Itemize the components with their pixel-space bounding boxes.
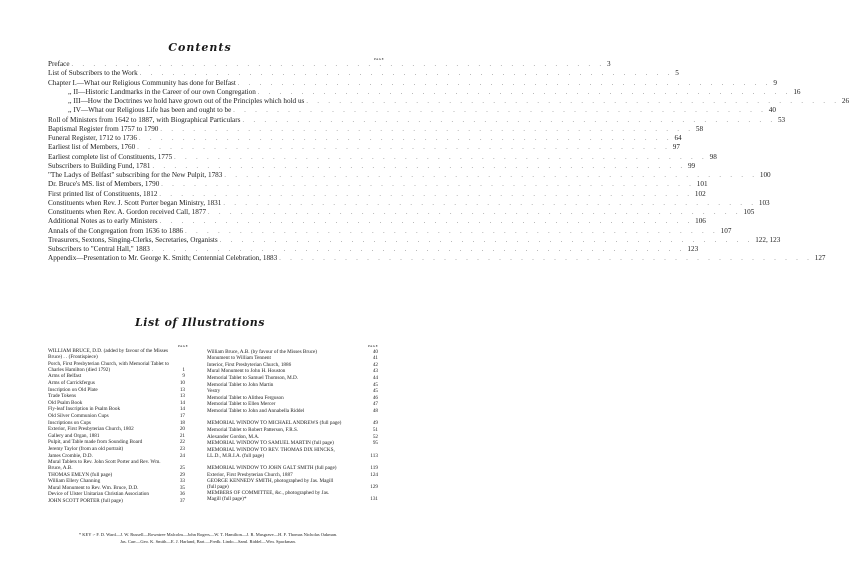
illustration-page: 40 <box>372 348 378 355</box>
illustration-page: 20 <box>179 426 185 433</box>
dot-leader: . . . . . . . . . . . . . . . . . . . . . . . . . . . . . . . . . . . . . . . . . . . . . . . . . <box>223 200 757 207</box>
contents-entry <box>48 198 770 208</box>
illustration-page: 52 <box>372 433 378 440</box>
contents-entry <box>48 235 781 245</box>
contents-entry-title: First printed list of Constituents, 1812 <box>48 189 158 198</box>
dot-leader: . . . . . . . . . . . . . . . . . . . . . . . . . . . . . . . . . . . . . . . . . . . . . . . . . <box>233 108 767 115</box>
illustration-title: THOMAS EMLYN (full page) <box>48 471 113 478</box>
illustration-title: Inscription on Old Plate <box>48 386 98 393</box>
dot-leader: . . . . . . . . . . . . . . . . . . . . . . . . . . . . . . . . . . . . . . . . . . . . . . . . . <box>208 210 742 216</box>
contents-entry-page: 105 <box>743 208 755 216</box>
illustration-page: 1 <box>182 366 185 373</box>
illustration-title: Old Silver Communion Cups <box>48 412 109 419</box>
contents-entry-page: 98 <box>709 152 717 161</box>
illustration-title: MEMORIAL WINDOW TO SAMUEL MARTIN (full page) <box>207 440 334 447</box>
contents-entry-page: 127 <box>814 254 826 263</box>
contents-entry-page: 122, 123 <box>755 235 781 244</box>
contents-entry-title: Constituents when Rev. J. Scott Porter began Ministry, 1831 <box>48 198 222 207</box>
dot-leader: . . . . . . . . . . . . . . . . . . . . . . . . . . . . . . . . . . . . . . . . . . . . . . . . . <box>279 256 813 263</box>
contents-entry-title: Baptismal Register from 1757 to 1790 <box>48 124 159 133</box>
illustration-title: Memorial Tablet to John Martin <box>207 381 274 388</box>
illustration-title: Memorial Tablet to Robert Patterson, F.R.S. <box>207 426 299 433</box>
contents-entry-title: Treasurers, Sextons, Singing-Clerks, Secretaries, Organists <box>48 235 218 244</box>
illustration-title: Memorial Tablet to Samuel Thomson, M.D. <box>207 375 299 382</box>
contents-entry-title: ,, IV—What our Religious Life has been and ought to be <box>68 106 232 115</box>
illustration-page: 119 <box>370 464 378 471</box>
illustration-title: Mural Tablets to Rev. John Scott Porter and Rev. Wm. Bruce, A.B. <box>48 458 161 471</box>
contents-entry-page: 101 <box>696 180 708 189</box>
contents-page-label: PAGE <box>374 57 385 61</box>
contents-entry-page: 103 <box>758 198 770 207</box>
contents-entry <box>48 161 696 171</box>
contents-entry-page: 5 <box>675 69 679 78</box>
footnote-line: Jas. Carr—Geo. K. Smith—E. J. Harland, Bart.—Fredk. Lindo—Saml. Riddel—Wm. Spackman. <box>120 538 296 544</box>
contents-entry <box>48 143 680 152</box>
illustration-title: Vestry <box>207 388 221 395</box>
dot-leader: . . . . . . . . . . . . . . . . . . . . . . . . . . . . . . . . . . . . . . . . . . . . . . . . . <box>237 80 772 87</box>
illustration-entry <box>48 498 185 505</box>
illustration-title: Monument to William Tennent <box>207 355 271 362</box>
contents-entry <box>48 97 849 106</box>
dot-leader: . . . . . . . . . . . . . . . . . . . . . . . . . . . . . . . . . . . . . . . . . . . . . . . . . <box>159 219 694 226</box>
contents-entry <box>48 254 826 263</box>
contents-entry-page: 107 <box>720 226 732 235</box>
illustration-title: Old Psalm Book <box>48 399 83 406</box>
illustration-title: Arms of Belfast <box>48 373 82 380</box>
illustration-page: 22 <box>179 439 185 446</box>
contents-entry <box>48 171 771 180</box>
dot-leader: . . . . . . . . . . . . . . . . . . . . . . . . . . . . . . . . . . . . . . . . . . . . . . . . . <box>161 182 695 189</box>
illustration-page: 23 <box>179 445 185 452</box>
contents-entry-title: Earliest list of Members, 1760 <box>48 143 136 152</box>
illustration-title: JOHN SCOTT PORTER (full page) <box>48 497 123 504</box>
dot-leader: . . . . . . . . . . . . . . . . . . . . . . . . . . . . . . . . . . . . . . . . . . . . . . . . . <box>139 71 674 78</box>
illustration-title: Trade Tokens <box>48 393 77 400</box>
illustration-page: 43 <box>372 368 378 375</box>
contents-entry-page: 40 <box>768 106 776 115</box>
illustration-page: 13 <box>179 393 185 400</box>
contents-entry-page: 53 <box>777 115 786 124</box>
contents-entry-page: 16 <box>793 87 801 96</box>
illustration-page: 9 <box>182 373 185 380</box>
contents-entry-page: 64 <box>674 134 682 142</box>
illustrations-right-column <box>207 348 378 503</box>
footnote-line: * KEY :- F. D. Ward—J. W. Russell—Rowntree Malcolm—John Rogers—W. T. Hamilton—J. R. Musgrave—H. F. Thomas Nicholas Oakman. <box>78 532 338 537</box>
illustration-page: 14 <box>179 406 185 413</box>
contents-entry-title: Subscribers to "Central Hall," 1883 <box>48 245 150 253</box>
dot-leader: . . . . . . . . . . . . . . . . . . . . . . . . . . . . . . . . . . . . . . . . . . . . . . . . . <box>159 191 693 198</box>
dot-leader: . . . . . . . . . . . . . . . . . . . . . . . . . . . . . . . . . . . . . . . . . . . . . . . . . <box>160 126 694 133</box>
illustration-title: Mural Monument to John H. Houston <box>207 368 286 375</box>
contents-entry <box>48 69 679 78</box>
illustration-title: Arms of Carrickfergus <box>48 380 95 387</box>
contents-entry <box>48 180 708 189</box>
dot-leader: . . . . . . . . . . . . . . . . . . . . . . . . . . . . . . . . . . . . . . . . . . . . . . . . . <box>174 154 708 161</box>
contents-entry-title: Subscribers to Building Fund, 1781 <box>48 161 151 170</box>
illustration-title: James Crombie, D.D. <box>48 452 93 459</box>
illustration-page: 35 <box>179 484 185 491</box>
illustrations-heading: List of Illustrations <box>135 316 265 329</box>
contents-entry <box>48 217 706 226</box>
illustration-page: 47 <box>372 401 378 408</box>
illustration-page: 33 <box>179 478 185 485</box>
illustration-page: 129 <box>370 483 378 490</box>
contents-entry <box>48 106 776 115</box>
illustration-page: 46 <box>372 394 378 401</box>
illustration-page: 24 <box>179 452 185 459</box>
contents-entry-title: Annals of the Congregation from 1636 to 1886 <box>48 226 184 235</box>
illustration-title: Fly-leaf Inscription in Psalm Book <box>48 406 121 413</box>
illustration-page: 29 <box>179 471 185 478</box>
contents-entry <box>48 78 777 88</box>
dot-leader: . . . . . . . . . . . . . . . . . . . . . . . . . . . . . . . . . . . . . . . . . . . . . . . . . <box>138 136 673 142</box>
contents-entry-page: 102 <box>694 189 706 198</box>
illustration-title: Pulpit, and Table made from Sounding Board <box>48 439 143 446</box>
contents-entry-title: Dr. Bruce's MS. list of Members, 1790 <box>48 180 160 189</box>
contents-entry-title: Appendix—Presentation to Mr. George K. Smith; Centennial Celebration, 1883 <box>48 254 278 263</box>
contents-entry-page: 9 <box>773 78 777 87</box>
contents-entry-title: "The Ladys of Belfast" subscribing for the New Pulpit, 1783 <box>48 171 223 179</box>
illustration-title: Memorial Tablet to Ellen Mercer <box>207 401 276 408</box>
contents-entry <box>48 134 682 143</box>
illustration-page: 49 <box>372 420 378 427</box>
illustration-page: 13 <box>179 386 185 393</box>
illustration-page: 45 <box>372 381 378 388</box>
illustration-title: Alexander Gordon, M.A. <box>207 433 260 440</box>
illustrations-footnote <box>48 532 368 545</box>
contents-entry-title: ,, II—Historic Landmarks in the Career of our own Congregation <box>68 87 256 96</box>
illustration-title: Device of Ulster Unitarian Christian Association <box>48 491 149 498</box>
contents-entry-title: Chapter I.—What our Religious Community has done for Belfast <box>48 78 236 87</box>
illustration-page: 41 <box>372 355 378 362</box>
contents-entry <box>48 189 706 199</box>
dot-leader: . . . . . . . . . . . . . . . . . . . . . . . . . . . . . . . . . . . . . . . . . . . . . . . . . <box>306 99 840 105</box>
contents-entry-title: Preface <box>48 60 70 68</box>
illustration-entry <box>207 490 378 503</box>
contents-entry-title: Roll of Ministers from 1642 to 1887, with Biographical Particulars <box>48 115 241 124</box>
contents-entry-page: 123 <box>687 245 699 253</box>
illustration-entry <box>207 381 378 389</box>
illustrations-right-page-label: PAGE <box>368 344 379 348</box>
illustration-title: Memorial Tablet to Alithea Ferguson <box>207 394 284 401</box>
illustration-entry <box>207 407 378 415</box>
illustration-title: Exterior, First Presbyterian Church, 1802 <box>48 426 134 433</box>
contents-entry-title: ,, III—How the Doctrines we hold have grown out of the Principles which hold us <box>68 97 305 105</box>
illustration-page: 36 <box>179 491 185 498</box>
illustration-title: MEMBERS OF COMMITTEE, &c., photographed by Jas. Magill (full page)* <box>207 490 330 503</box>
contents-entry <box>48 245 699 254</box>
contents-entry <box>48 60 611 69</box>
illustration-entry <box>48 413 185 420</box>
contents-entry-page: 97 <box>672 143 680 152</box>
illustration-title: MEMORIAL WINDOW TO REV. THOMAS DIX HINCKS, LL.D., M.R.I.A. (full page) <box>207 446 335 459</box>
contents-entry-page: 106 <box>695 217 706 226</box>
illustration-entry <box>48 361 185 373</box>
illustration-page: 37 <box>179 497 185 504</box>
contents-entry-page: 58 <box>695 124 704 133</box>
illustration-page: 10 <box>179 380 185 387</box>
contents-entry-page: 100 <box>759 171 771 179</box>
dot-leader: . . . . . . . . . . . . . . . . . . . . . . . . . . . . . . . . . . . . . . . . . . . . . . . . . <box>242 117 776 124</box>
illustration-entry <box>207 426 378 434</box>
illustration-entry <box>207 446 378 459</box>
illustration-title: WILLIAM BRUCE, D.D. (added by favour of the Misses Bruce) . . (Frontispiece) <box>48 348 169 361</box>
illustration-entry <box>207 477 378 490</box>
illustration-title: MEMORIAL WINDOW TO JOHN GALT SMITH (full page) <box>207 464 337 471</box>
contents-entry-page: 26 <box>841 97 849 105</box>
contents-entry <box>48 87 801 97</box>
illustration-page: 95 <box>372 440 378 447</box>
illustration-page: 25 <box>179 464 185 471</box>
illustration-title: William Bruce, A.B. (by favour of the Misses Bruce) <box>207 348 318 355</box>
contents-entry-page: 99 <box>687 161 696 170</box>
contents-entry-title: List of Subscribers to the Work <box>48 69 138 78</box>
contents-entry <box>48 152 717 162</box>
illustration-page: 45 <box>372 388 378 395</box>
dot-leader: . . . . . . . . . . . . . . . . . . . . . . . . . . . . . . . . . . . . . . . . . . . . . . . . . <box>137 145 671 152</box>
dot-leader: . . . . . . . . . . . . . . . . . . . . . . . . . . . . . . . . . . . . . . . . . . . . . . . . . <box>257 89 792 96</box>
contents-entry-title: Additional Notes as to early Ministers <box>48 217 158 226</box>
illustration-entry <box>48 380 185 387</box>
illustration-entry <box>207 375 378 382</box>
contents-entry-title: Funeral Register, 1712 to 1736 <box>48 134 137 142</box>
illustration-page: 48 <box>372 407 378 414</box>
illustration-page: 44 <box>372 375 378 382</box>
illustration-page: 18 <box>179 419 185 426</box>
illustration-title: Inscriptions on Cups <box>48 419 91 426</box>
illustration-page: 131 <box>370 496 378 503</box>
dot-leader: . . . . . . . . . . . . . . . . . . . . . . . . . . . . . . . . . . . . . . . . . . . . . . . . . <box>185 228 719 235</box>
contents-entry-title: Constituents when Rev. A. Gordon received Call, 1877 <box>48 208 207 216</box>
illustration-page: 113 <box>370 452 378 459</box>
illustration-title: Jeremy Taylor (from an old portrait) <box>48 445 124 452</box>
illustration-page: 51 <box>372 426 378 433</box>
contents-entry <box>48 115 786 125</box>
illustrations-left-column <box>48 349 185 505</box>
illustration-page: 14 <box>179 399 185 406</box>
contents-entry <box>48 124 704 134</box>
illustration-title: GEORGE KENNEDY SMITH, photographed by Jas. Magill (full page) <box>207 477 334 490</box>
illustrations-left-page-label: PAGE <box>178 344 189 348</box>
dot-leader: . . . . . . . . . . . . . . . . . . . . . . . . . . . . . . . . . . . . . . . . . . . . . . . . . <box>219 237 754 244</box>
contents-entry-page: 3 <box>607 60 611 68</box>
contents-entry <box>48 208 755 217</box>
illustration-page: 17 <box>179 412 185 419</box>
illustration-title: Exterior, First Presbyterian Church, 1887 <box>207 471 293 478</box>
illustration-title: MEMORIAL WINDOW TO MICHAEL ANDREWS (full page) <box>207 420 342 427</box>
illustration-title: William Ellery Channing <box>48 478 101 485</box>
illustration-title: Interior, First Presbyterian Church, 1886 <box>207 361 292 368</box>
illustration-entry <box>48 446 185 453</box>
illustration-title: Memorial Tablet to John and Annabella Riddel <box>207 407 305 414</box>
illustration-title: Mural Monument to Rev. Wm. Bruce, D.D. <box>48 484 139 491</box>
dot-leader: . . . . . . . . . . . . . . . . . . . . . . . . . . . . . . . . . . . . . . . . . . . . . . . . . <box>151 247 686 253</box>
contents-heading: Contents <box>168 41 232 54</box>
illustration-title: Gallery and Organ, 1881 <box>48 432 100 439</box>
illustration-page: 124 <box>370 471 378 478</box>
dot-leader: . . . . . . . . . . . . . . . . . . . . . . . . . . . . . . . . . . . . . . . . . . . . . . . . . <box>152 163 686 170</box>
contents-entry-title: Earliest complete list of Constituents, 1775 <box>48 152 173 161</box>
dot-leader: . . . . . . . . . . . . . . . . . . . . . . . . . . . . . . . . . . . . . . . . . . . . . . . . . <box>224 173 758 179</box>
dot-leader: . . . . . . . . . . . . . . . . . . . . . . . . . . . . . . . . . . . . . . . . . . . . . . . . . <box>71 62 606 68</box>
illustration-entry <box>207 460 378 472</box>
illustration-entry <box>48 460 185 472</box>
contents-list <box>48 60 849 264</box>
illustration-entry <box>48 349 185 361</box>
illustration-page: 21 <box>179 432 185 439</box>
illustration-title: Porch, First Presbyterian Church, with Memorial Tablet to Charles Hamilton (died 1792) <box>48 360 169 373</box>
illustration-entry <box>207 415 378 427</box>
illustration-page: 42 <box>372 361 378 368</box>
contents-entry <box>48 226 732 236</box>
